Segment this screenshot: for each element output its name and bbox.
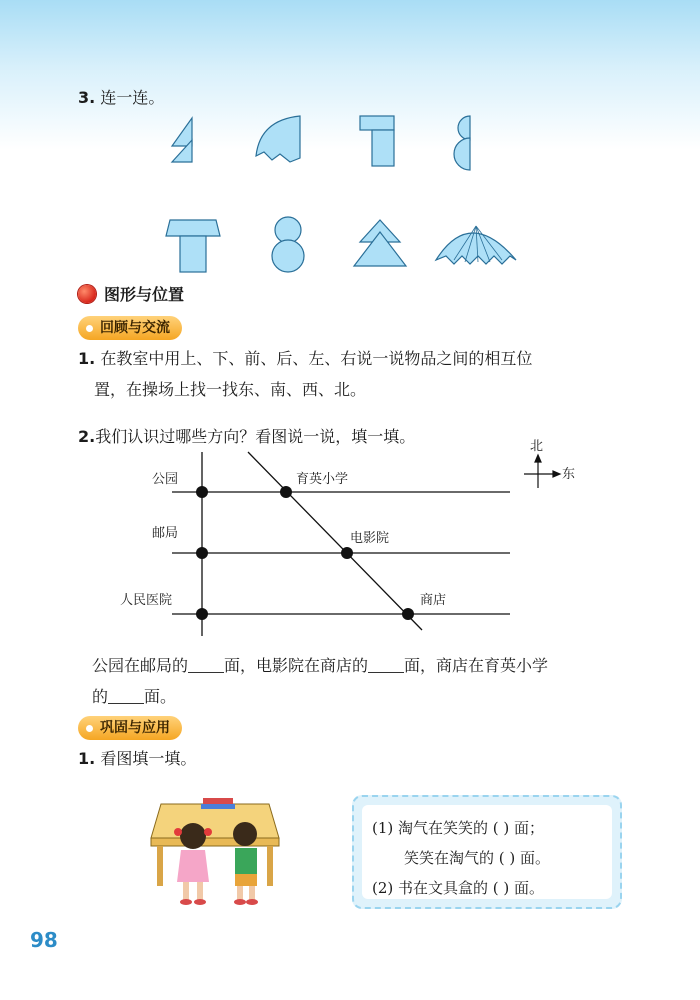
label-north: 北: [530, 439, 544, 454]
q3-heading: 3. 连一连。: [78, 88, 165, 107]
box-line-2: 笑笑在淘气的 ( ) 面。: [404, 849, 551, 867]
fill-in-text: 公园在邮局的 面，电影院在商店的 面，商店在育英小学 的 面。: [92, 656, 549, 706]
snowman-body: [272, 240, 304, 272]
umbrella: [436, 233, 516, 264]
half-table-top: [360, 116, 394, 130]
blank-2[interactable]: [368, 654, 404, 673]
blank-1[interactable]: [188, 654, 224, 673]
label-cinema: 电影院: [350, 531, 390, 546]
girl-head: [180, 823, 206, 849]
review-tag: 回顾与交流: [78, 316, 182, 340]
snowman-head: [275, 217, 301, 243]
boy-head: [233, 822, 257, 846]
point-school: [280, 486, 292, 498]
review-q1: 1. 在教室中用上、下、前、后、左、右说一说物品之间的相互位 置，在操场上找一找东、南、西、北。: [78, 349, 533, 399]
book-icon: [203, 798, 233, 804]
girl-dress: [177, 850, 209, 882]
children-table-illustration: [145, 790, 285, 910]
point-post-office: [196, 547, 208, 559]
label-east: 东: [562, 467, 576, 482]
direction-map: [110, 438, 590, 638]
half-table-leg: [372, 130, 394, 166]
box-line-3: (2) 书在文具盒的 ( ) 面。: [372, 879, 545, 897]
label-post-office: 邮局: [152, 526, 179, 541]
compass-icon: [524, 455, 560, 488]
point-park: [196, 486, 208, 498]
table-leg: [180, 236, 206, 272]
half-triangle-top: [172, 118, 192, 146]
blank-3[interactable]: [108, 685, 144, 704]
box-line-1: (1) 淘气在笑笑的 ( ) 面；: [372, 819, 545, 837]
label-school: 育英小学: [296, 472, 349, 487]
section-title: 图形与位置: [104, 285, 185, 304]
section-heading: [78, 282, 184, 305]
table-top: [166, 220, 220, 236]
label-park: 公园: [152, 472, 179, 487]
practice-q1: 1. 看图填一填。: [78, 749, 197, 768]
half-snowman-top: [458, 116, 470, 140]
label-hospital: 人民医院: [120, 593, 173, 608]
half-shapes-row: [160, 110, 490, 174]
answer-box: [352, 795, 622, 909]
red-dot-icon: [78, 285, 96, 303]
practice-tag: 巩固与应用: [78, 716, 182, 740]
review-q2: 2.我们认识过哪些方向？看图说一说，填一填。: [78, 427, 416, 446]
page-number: 98: [30, 928, 58, 952]
half-snowman-bottom: [454, 138, 470, 170]
point-hospital: [196, 608, 208, 620]
label-shop: 商店: [420, 593, 447, 608]
boy-shirt: [235, 848, 257, 874]
half-umbrella: [256, 116, 300, 162]
triangle-bottom: [354, 232, 406, 266]
full-shapes-row: [160, 210, 530, 276]
point-cinema: [341, 547, 353, 559]
point-shop: [402, 608, 414, 620]
